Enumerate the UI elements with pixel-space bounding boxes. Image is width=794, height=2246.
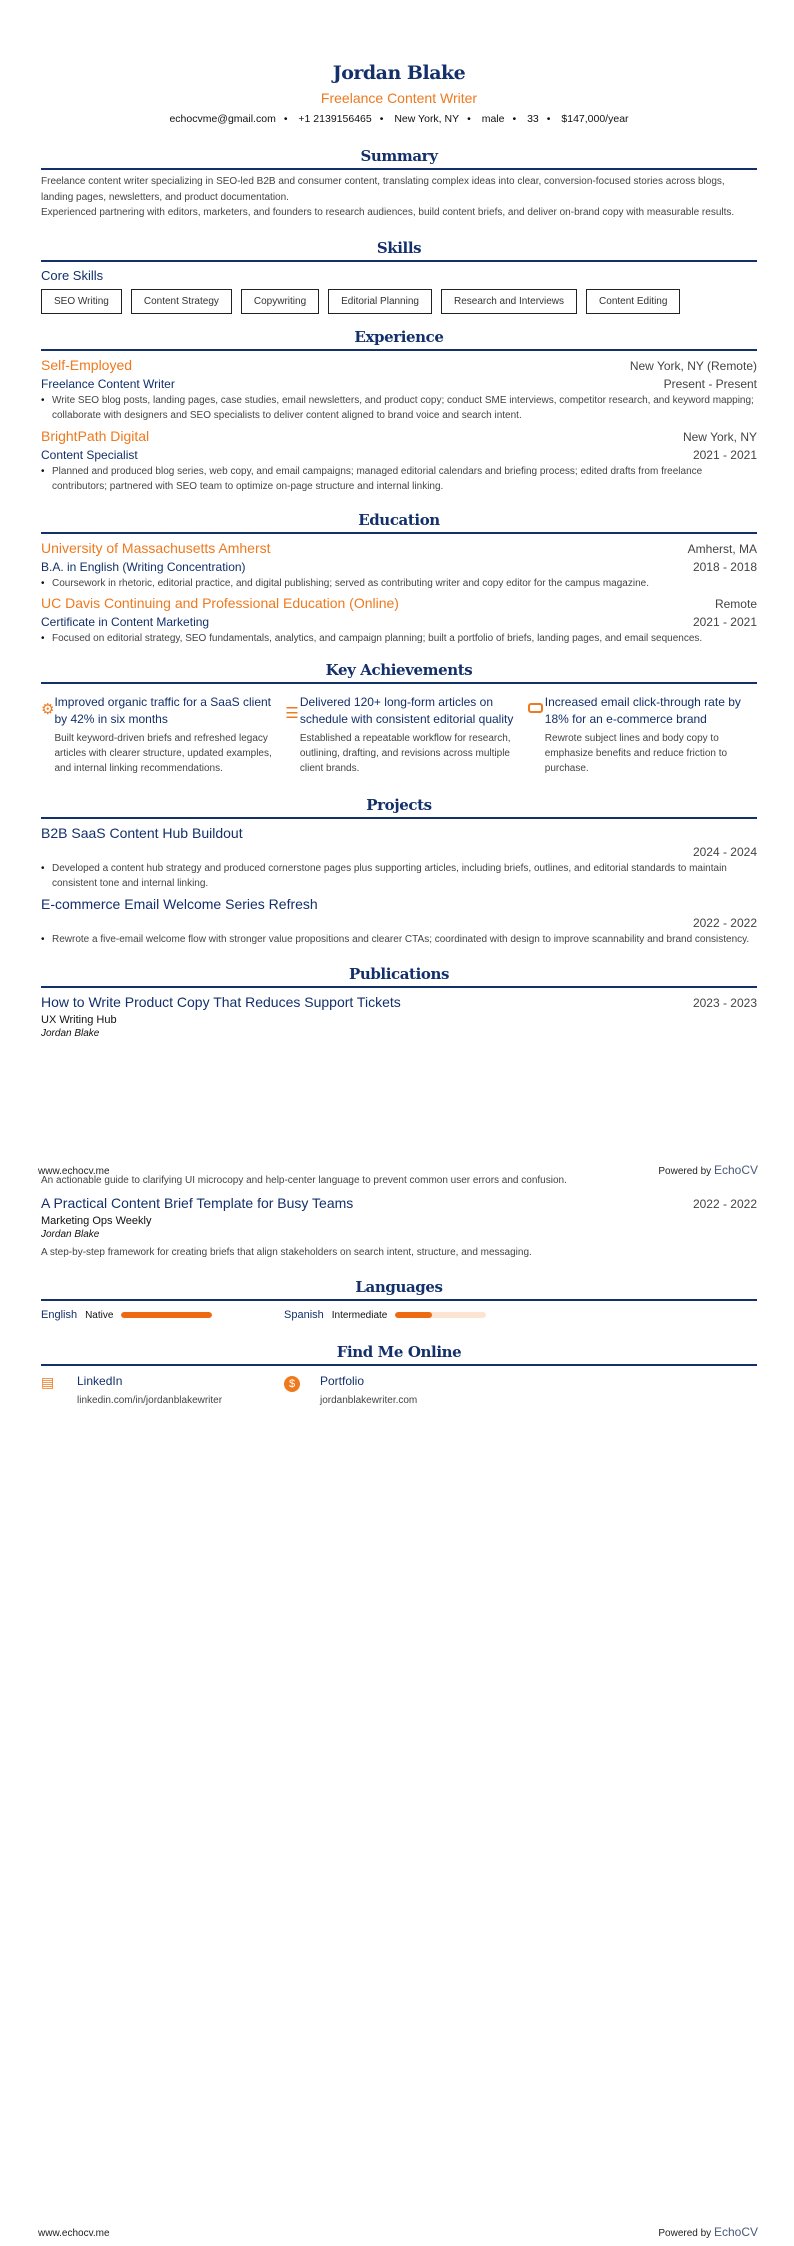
proficiency-fill [121, 1312, 212, 1318]
gear-icon: ⚙ [41, 700, 55, 718]
project-item [41, 896, 757, 948]
school-location: Remote [714, 597, 757, 611]
project-dates: 2024 - 2024 [692, 844, 757, 859]
publication-item [41, 994, 757, 1189]
achievement-desc: Rewrote subject lines and body copy to emphasize benefits and reduce friction to purchase. [544, 732, 728, 774]
language-name: English [41, 1309, 78, 1321]
experience-item [41, 357, 757, 424]
education-heading: Education [41, 511, 757, 534]
skill-chip: Research and Interviews [441, 289, 577, 314]
school-location: Amherst, MA [687, 541, 757, 556]
publications-heading: Publications [41, 965, 757, 988]
publication-title: A Practical Content Brief Template for Busy Teams [41, 1194, 354, 1211]
achievement-desc: Established a repeatable workflow for research, outlining, drafting, and revisions across multiple client brands. [299, 732, 511, 774]
footer-site[interactable]: www.echocv.me [38, 2228, 110, 2239]
degree: Certificate in Content Marketing [41, 615, 210, 629]
resume [41, 62, 757, 1406]
age: 33 [527, 113, 539, 125]
publication-author: Jordan Blake [41, 1228, 100, 1240]
skills-group: Core Skills [41, 267, 104, 283]
school: University of Massachusetts Amherst [41, 539, 271, 556]
phone: +1 2139156465 [298, 113, 372, 125]
gender: male [481, 113, 505, 125]
footer-site[interactable]: www.echocv.me [38, 1166, 110, 1177]
publisher: Marketing Ops Weekly [41, 1214, 152, 1227]
candidate-name: Jordan Blake [332, 62, 466, 84]
project-bullet: • Developed a content hub strategy and produced cornerstone pages plus supporting articles, including briefs, outlines, and editorial standards to maintain consistent tone and internal linking. [41, 861, 757, 892]
footer-brand[interactable]: EchoCV [713, 2225, 758, 2239]
online-label: LinkedIn [77, 1374, 123, 1388]
publication-dates: 2023 - 2023 [692, 996, 757, 1010]
experience-item [41, 428, 757, 495]
skills-list [41, 289, 757, 314]
achievement-title: Improved organic traffic for a SaaS client by 42% in six months [54, 694, 272, 726]
skills-heading: Skills [41, 239, 757, 262]
skill-chip: Content Strategy [131, 289, 232, 314]
achievement [284, 694, 527, 776]
toggle-icon [527, 694, 545, 776]
language-item [284, 1309, 486, 1321]
degree: B.A. in English (Writing Concentration) [41, 559, 246, 574]
summary-heading: Summary [41, 147, 757, 170]
language-level: Native [85, 1309, 114, 1321]
edu-bullet: • Focused on editorial strategy, SEO fundamentals, analytics, and campaign planning; built a portfolio of briefs, landing pages, and email sequences. [41, 631, 757, 647]
language-level: Intermediate [331, 1309, 388, 1321]
projects-heading: Projects [41, 796, 757, 819]
publication-item [41, 1195, 757, 1261]
project-dates: 2022 - 2022 [692, 915, 757, 930]
experience-heading: Experience [41, 328, 757, 351]
company: Self-Employed [41, 356, 133, 373]
proficiency-bar [395, 1312, 486, 1318]
achievement-title: Increased email click-through rate by 18% for an e-commerce brand [544, 694, 741, 726]
online-url[interactable]: linkedin.com/in/jordanblakewriter [77, 1395, 223, 1406]
online-heading: Find Me Online [41, 1343, 757, 1366]
achievement [41, 694, 284, 776]
project-bullet: • Rewrote a five-email welcome flow with stronger value propositions and clearer CTAs; coordinated with design to improve scannability and brand consistency. [41, 932, 757, 948]
email: echocvme@gmail.com [169, 113, 276, 125]
achievement-desc: Built keyword-driven briefs and refreshed legacy articles with clearer structure, updated examples, and internal linking recommendations. [54, 732, 272, 774]
skill-chip: Content Editing [586, 289, 680, 314]
online-item [284, 1374, 417, 1406]
skill-chip: Copywriting [241, 289, 319, 314]
dollar-icon: $ [284, 1374, 320, 1406]
online-item [41, 1374, 284, 1406]
achievement [527, 694, 757, 776]
language-name: Spanish [284, 1309, 324, 1321]
achievement-title: Delivered 120+ long-form articles on schedule with consistent editorial quality [299, 694, 514, 726]
publication-title: How to Write Product Copy That Reduces Support Tickets [41, 994, 401, 1010]
online-url[interactable]: jordanblakewriter.com [320, 1395, 418, 1406]
location: New York, NY [394, 113, 460, 125]
school: UC Davis Continuing and Professional Education (Online) [41, 595, 399, 611]
publication-desc: A step-by-step framework for creating briefs that align stakeholders on search intent, structure, and messaging. [41, 1246, 532, 1258]
list-icon: ☰ [285, 704, 299, 722]
edu-bullet: • Coursework in rhetoric, editorial practice, and digital publishing; served as contributing writer and copy editor for the campus magazine. [41, 576, 757, 592]
job-dates: Present - Present [663, 376, 757, 391]
job-location: New York, NY (Remote) [629, 358, 757, 373]
page-footer [38, 1163, 758, 1177]
project-title: E-commerce Email Welcome Series Refresh [41, 895, 318, 912]
skill-chip: Editorial Planning [328, 289, 432, 314]
proficiency-fill [395, 1312, 431, 1318]
language-item [41, 1309, 284, 1321]
job-role: Freelance Content Writer [41, 376, 175, 391]
summary-text: Freelance content writer specializing in SEO-led B2B and consumer content, translating complex ideas into clear, conversion-focused stories across blogs, landing pages, newsletters, and product documentation. [41, 176, 725, 203]
footer-powered: Powered by [658, 2228, 712, 2239]
languages-list [41, 1301, 757, 1321]
education-item [41, 595, 757, 647]
company: BrightPath Digital [41, 427, 150, 444]
job-role: Content Specialist [41, 447, 138, 462]
publisher: UX Writing Hub [41, 1014, 117, 1026]
job-location: New York, NY [682, 429, 757, 444]
education-item [41, 540, 757, 592]
publication-author: Jordan Blake [41, 1028, 100, 1039]
skill-chip: SEO Writing [41, 289, 122, 314]
achievements-heading: Key Achievements [41, 661, 757, 684]
online-label: Portfolio [320, 1374, 365, 1388]
edu-dates: 2021 - 2021 [692, 615, 757, 629]
footer-powered: Powered by [658, 1166, 712, 1177]
job-dates: 2021 - 2021 [692, 447, 757, 462]
archive-icon: ▤ [41, 1374, 55, 1390]
job-bullet: • Planned and produced blog series, web copy, and email campaigns; managed editorial calendars and briefing process; edited drafts from freelance contributors; partnered with SEO team to optimize on-page structure and internal linking. [41, 464, 757, 495]
project-item [41, 825, 757, 892]
languages-heading: Languages [41, 1278, 757, 1301]
publication-desc: An actionable guide to clarifying UI microcopy and help-center language to prevent common user errors and confusion. [41, 1175, 567, 1186]
job-bullet: • Write SEO blog posts, landing pages, case studies, email newsletters, and product copy; conduct SME interviews, competitor research, and keyword mapping; collaborate with designers and SEO specialists to deliver content aligned to brand voice and search intent. [41, 393, 757, 424]
contact-line: echocvme@gmail.com • +1 2139156465 • New York, NY • male • 33 • $147,000/year [169, 113, 629, 125]
edu-dates: 2018 - 2018 [692, 559, 757, 574]
proficiency-bar [121, 1312, 212, 1318]
publication-dates: 2022 - 2022 [692, 1196, 757, 1211]
candidate-title: Freelance Content Writer [320, 90, 478, 106]
footer-brand[interactable]: EchoCV [713, 1163, 758, 1177]
achievements-list [41, 694, 757, 776]
project-title: B2B SaaS Content Hub Buildout [41, 824, 243, 841]
page-footer [38, 2225, 758, 2239]
online-list [41, 1374, 757, 1406]
summary-text: Experienced partnering with editors, marketers, and founders to research audiences, build content briefs, and deliver on-brand copy with measurable results. [41, 207, 735, 218]
salary: $147,000/year [561, 113, 629, 125]
